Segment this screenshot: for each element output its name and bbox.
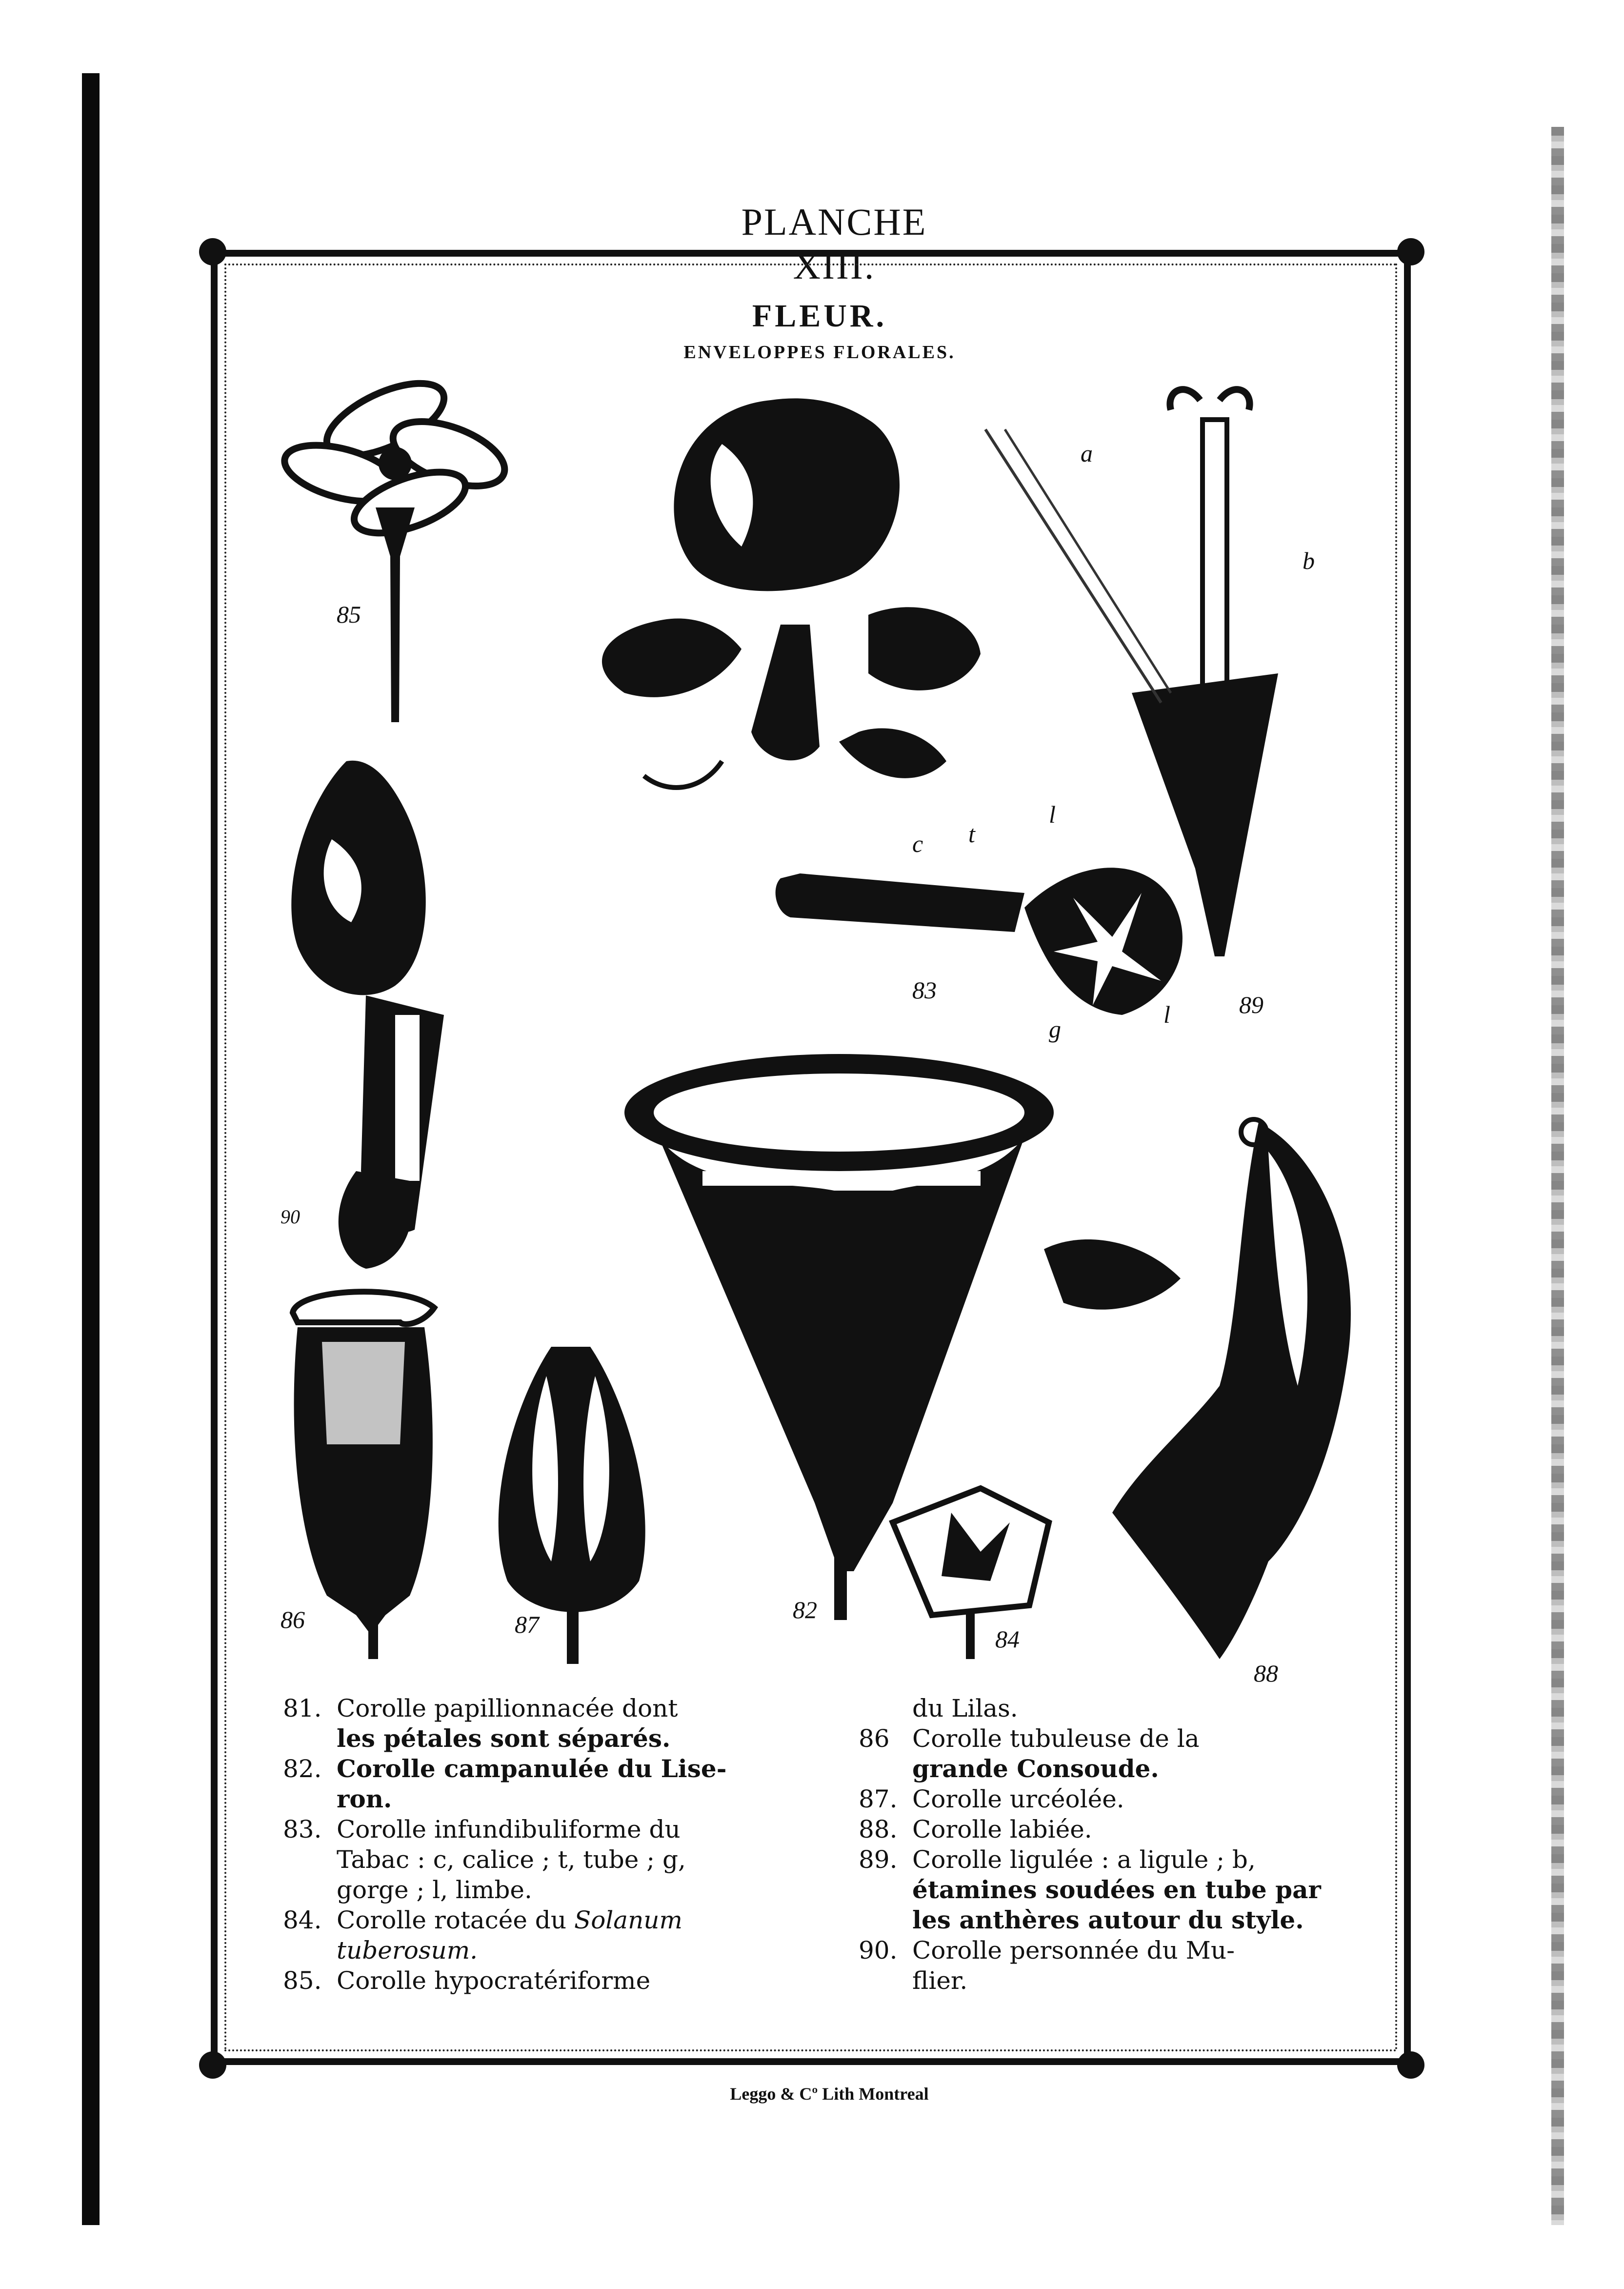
caption-89-cont (859, 1875, 1327, 1905)
caption-text: Corolle urcéolée. (912, 1785, 1124, 1813)
caption-text: les pétales sont séparés. (337, 1724, 671, 1753)
caption-81 (283, 1693, 766, 1723)
figure-letter-g: g (1049, 1015, 1061, 1043)
figure-number-87: 87 (515, 1611, 539, 1638)
caption-85 (283, 1965, 766, 1996)
caption-text: grande Consoude. (912, 1754, 1159, 1783)
figure-number-82: 82 (793, 1596, 817, 1623)
caption-86 (859, 1723, 1327, 1754)
caption-90-cont (859, 1965, 1327, 1996)
caption-number: 87. (859, 1785, 898, 1813)
figure-number-88: 88 (1254, 1660, 1278, 1687)
caption-text: du Lilas. (912, 1694, 1018, 1722)
plate-heading: FLEUR. (752, 298, 887, 334)
figure-letter-c: c (912, 830, 923, 857)
caption-90 (859, 1935, 1327, 1965)
caption-number: 88. (859, 1815, 898, 1843)
caption-text-italic: Solanum (574, 1906, 682, 1934)
book-spine-shadow (82, 73, 100, 2225)
plate-title: PLANCHE XIII. (741, 201, 927, 287)
caption-text: Corolle labiée. (912, 1815, 1092, 1843)
figure-90-illustration (291, 761, 444, 1269)
caption-text: Corolle tubuleuse de la (912, 1724, 1200, 1753)
caption-text: flier. (912, 1966, 968, 1995)
caption-text: gorge ; l, limbe. (337, 1876, 532, 1904)
lithographer-imprint: Leggo & Cº Lith Montreal (730, 2084, 929, 2104)
caption-number: 89. (859, 1845, 898, 1874)
figure-number-89: 89 (1239, 991, 1263, 1018)
caption-text: étamines soudées en tube par (912, 1875, 1321, 1904)
caption-83-cont (283, 1875, 766, 1905)
figure-83-illustration (776, 868, 1183, 1015)
caption-number: 81. (283, 1694, 322, 1722)
caption-83-cont (283, 1844, 766, 1875)
caption-text: Corolle campanulée du Lise- (337, 1754, 727, 1783)
caption-text: Corolle rotacée du (337, 1906, 567, 1934)
figure-letter-l-lower: l (1163, 1001, 1170, 1028)
figure-number-86: 86 (281, 1606, 305, 1633)
figure-85-illustration (279, 371, 513, 722)
caption-text: ron. (337, 1784, 392, 1813)
caption-text: Corolle hypocratériforme (337, 1966, 651, 1995)
captions-right-column (859, 1693, 1327, 1996)
caption-84-cont (283, 1935, 766, 1965)
plate-subheading: ENVELOPPES FLORALES. (683, 342, 956, 363)
caption-number: 90. (859, 1936, 898, 1965)
figure-number-83: 83 (912, 976, 937, 1004)
caption-84 (283, 1905, 766, 1935)
caption-text: Corolle personnée du Mu- (912, 1936, 1235, 1965)
caption-number: 82. (283, 1755, 322, 1783)
caption-number: 85. (283, 1966, 322, 1995)
caption-81-cont (283, 1723, 766, 1754)
figure-81-illustration (602, 398, 981, 788)
caption-82-cont (283, 1784, 766, 1814)
figure-number-85: 85 (337, 601, 361, 628)
figure-letter-b: b (1303, 547, 1315, 574)
caption-89-cont (859, 1905, 1327, 1935)
caption-83 (283, 1814, 766, 1844)
figure-84-illustration (893, 1488, 1049, 1659)
figure-number-84: 84 (995, 1625, 1020, 1653)
figure-letter-a: a (1081, 440, 1093, 467)
frame-corner-ornament (199, 2051, 226, 2079)
figure-86-illustration (293, 1292, 434, 1659)
caption-89 (859, 1844, 1327, 1875)
figure-letter-t: t (968, 820, 975, 848)
caption-text: Corolle papillionnacée dont (337, 1694, 678, 1722)
frame-corner-ornament (199, 238, 226, 265)
caption-number: 83. (283, 1815, 322, 1843)
caption-87 (859, 1784, 1327, 1814)
figure-number-90: 90 (281, 1206, 300, 1228)
captions-left-column (283, 1693, 766, 1996)
caption-82 (283, 1754, 766, 1784)
caption-text: Tabac : c, calice ; t, tube ; g, (337, 1845, 686, 1874)
caption-88 (859, 1814, 1327, 1844)
figure-letter-l: l (1049, 801, 1056, 828)
caption-text: Corolle infundibuliforme du (337, 1815, 681, 1843)
caption-number: 84. (283, 1906, 322, 1934)
caption-text: Corolle ligulée : a ligule ; b, (912, 1845, 1256, 1874)
caption-text: les anthères autour du style. (912, 1905, 1304, 1934)
caption-86-cont (859, 1754, 1327, 1784)
flower-illustrations (234, 371, 1385, 1664)
page-edge-noise (1551, 127, 1564, 2225)
caption-85-cont (859, 1693, 1327, 1723)
frame-corner-ornament (1397, 238, 1424, 265)
figure-88-illustration (1044, 1119, 1351, 1659)
caption-number: 86 (859, 1724, 890, 1753)
caption-text-italic: tuberosum. (337, 1936, 478, 1965)
frame-corner-ornament (1397, 2051, 1424, 2079)
